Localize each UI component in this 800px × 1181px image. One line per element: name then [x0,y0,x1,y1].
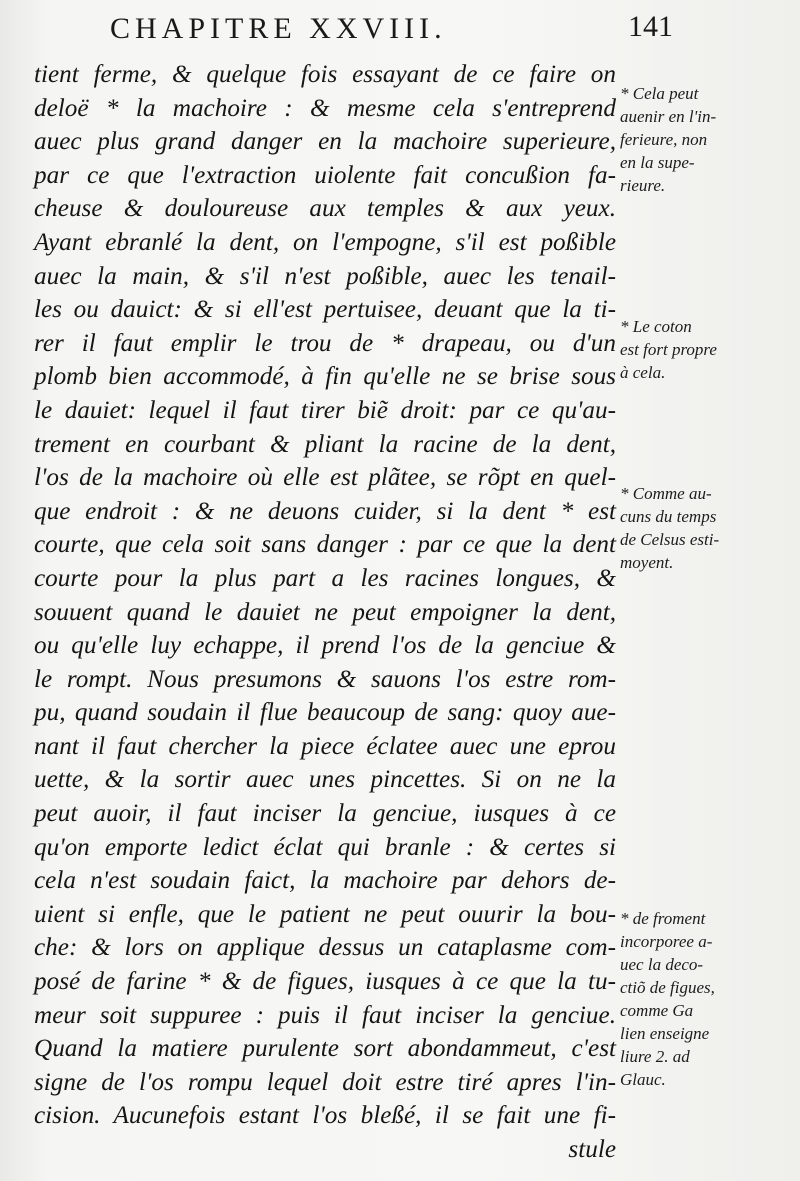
catchword: stule [568,1136,616,1163]
text-line: courte pour la plus part a les racines longues, & [34,564,616,592]
text-line: le rompt. Nous presumons & sauons l'os estre rom- [34,665,616,693]
text-line: deloë * la machoire : & mesme cela s'entreprend [34,94,616,122]
margin-note-line: à cela. [620,363,666,382]
text-line: tient ferme, & quelque fois essayant de ce faire on [34,61,616,88]
text-line: uient si enfle, que le patient ne peut ouurir la bou- [34,900,616,928]
text-line: uette, & la sortir auec unes pincettes. Si on ne la [34,766,616,794]
text-line: le dauiet: lequel il faut tirer biẽ droit: par ce qu'au- [34,396,616,424]
text-line: nant il faut chercher la piece éclatee auec une eprou [34,732,616,760]
text-line: plomb bien accommodé, à fin qu'elle ne se brise sous [34,363,616,391]
margin-note-line: lien enseigne [620,1024,710,1043]
margin-note-line: uec la deco- [620,955,704,974]
margin-note-line: moyent. [620,553,674,572]
margin-note-line: ctiõ de figues, [620,978,715,997]
text-line: auec plus grand danger en la machoire superieure, [34,128,616,156]
margin-note-line: en la supe- [620,153,695,172]
text-line: pu, quand soudain il flue beaucoup de sang: quoy aue- [34,699,616,727]
margin-note-line: ferieure, non [620,130,708,149]
margin-note [620,82,798,197]
margin-note-line: * Cela peut [620,84,699,103]
margin-note-line: * Comme au- [620,484,712,503]
text-line: cheuse & douloureuse aux temples & aux yeux. [34,195,616,223]
text-line: meur soit suppuree : puis il faut inciser la genciue. [34,1001,616,1029]
page-number: 141 [628,10,673,43]
text-line: les ou dauict: & si ell'est pertuisee, deuant que la ti- [34,296,616,324]
margin-note-line: incorporee a- [620,932,713,951]
margin-note-line: comme Ga [620,1001,694,1020]
text-line: courte, que cela soit sans danger : par ce que la dent [34,531,616,559]
text-line: trement en courbant & pliant la racine de la dent, [34,430,616,458]
text-line: Ayant ebranlé la dent, on l'empogne, s'il est poßible [34,228,616,256]
text-line: souuent quand le dauiet ne peut empoigner la dent, [34,598,616,626]
text-line: que endroit : & ne deuons cuider, si la dent * est [34,497,616,525]
text-line: cela n'est soudain faict, la machoire par dehors de- [34,867,616,895]
margin-note-line: * de froment [620,909,706,928]
text-line: Quand la matiere purulente sort abondammeut, c'est [34,1035,616,1063]
text-line: rer il faut emplir le trou de * drapeau, ou d'un [34,329,616,357]
text-line: che: & lors on applique dessus un cataplasme com- [34,934,616,962]
main-text-column [34,58,616,1167]
margin-note-line: est fort propre [620,340,717,359]
margin-note-line: de Celsus esti- [620,530,720,549]
text-line: peut auoir, il faut inciser la genciue, iusques à ce [34,800,616,828]
text-line: posé de farine * & de figues, iusques à ce que la tu- [34,968,616,996]
margin-note-line: auenir en l'in- [620,107,717,126]
margin-note-line: Glauc. [620,1070,666,1089]
text-line: l'os de la machoire où elle est plãtee, se rõpt en quel- [34,464,616,492]
margin-note [620,907,798,1091]
margin-note-line: rieure. [620,176,666,195]
margin-note-line: liure 2. ad [620,1047,690,1066]
text-line: ou qu'elle luy echappe, il prend l'os de la genciue & [34,632,616,660]
margin-note-line: * Le coton [620,317,692,336]
text-line: signe de l'os rompu lequel doit estre tiré apres l'in- [34,1068,616,1096]
text-line: auec la main, & s'il n'est poßible, auec les tenail- [34,262,616,290]
margin-note [620,315,798,384]
text-line: cision. Aucunefois estant l'os bleßé, il se fait une fi- [34,1102,616,1130]
margin-note-line: cuns du temps [620,507,717,526]
text-line: par ce que l'extraction uiolente fait concußion fa- [34,161,616,189]
text-line: qu'on emporte ledict éclat qui branle : & certes si [34,833,616,861]
running-head: CHAPITRE XXVIII. [110,12,447,45]
margin-note [620,482,798,574]
